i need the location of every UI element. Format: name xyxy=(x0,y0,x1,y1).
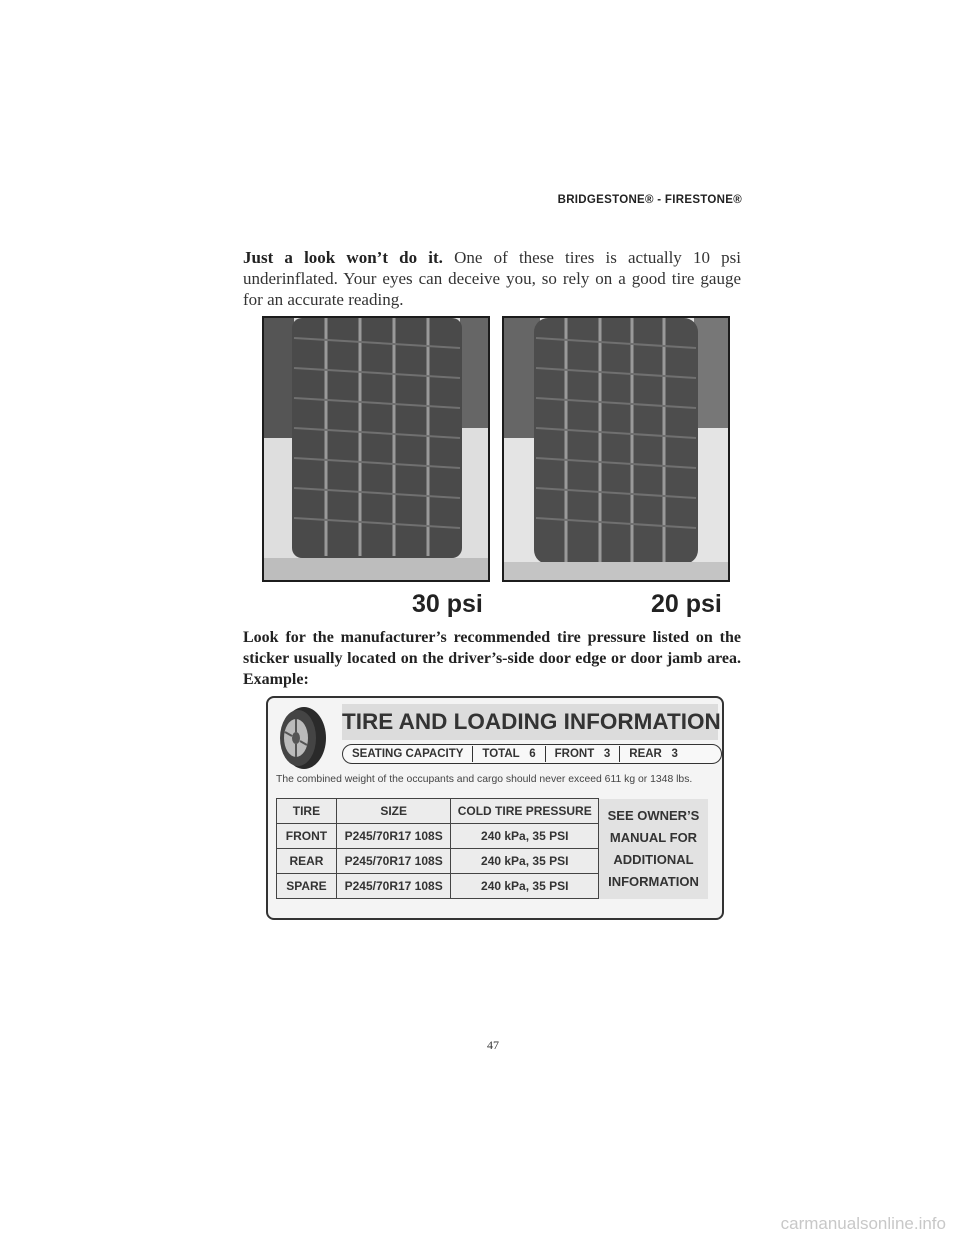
tire-position: SPARE xyxy=(277,874,337,899)
tire-pressure: 240 kPa, 35 PSI xyxy=(451,874,599,899)
column-header: COLD TIRE PRESSURE xyxy=(451,799,599,824)
seating-capacity-bar xyxy=(342,744,722,764)
tire-pressure-table xyxy=(276,798,708,899)
column-header: TIRE xyxy=(277,799,337,824)
capacity-rear: REAR 3 xyxy=(629,748,678,760)
tire-loading-placard xyxy=(266,696,724,920)
owners-manual-note: SEE OWNER’S MANUAL FOR ADDITIONAL INFORMATION xyxy=(598,799,708,899)
instructions-paragraph: Look for the manufacturer’s recommended tire pressure listed on the sticker usually located on the driver’s-side door edge or door jamb area. Example: xyxy=(243,629,741,688)
tire-size: P245/70R17 108S xyxy=(336,849,451,874)
capacity-front: FRONT 3 xyxy=(554,748,611,760)
tire-photo-20psi xyxy=(502,316,730,582)
tire-size: P245/70R17 108S xyxy=(336,874,451,899)
intro-paragraph xyxy=(243,247,741,310)
page-number: 47 xyxy=(487,1038,499,1052)
weight-limit-note: The combined weight of the occupants and cargo should never exceed 611 kg or 1348 lbs. xyxy=(276,774,693,785)
tire-position: FRONT xyxy=(277,824,337,849)
intro-text: One of these tires is actually 10 psi underinflated. Your eyes can deceive you, so rely on a good tire gauge for an accurate reading. xyxy=(243,248,741,309)
tire-icon xyxy=(274,704,328,772)
tire-pressure: 240 kPa, 35 PSI xyxy=(451,849,599,874)
column-header: SIZE xyxy=(336,799,451,824)
tire-pressure: 240 kPa, 35 PSI xyxy=(451,824,599,849)
tire-size: P245/70R17 108S xyxy=(336,824,451,849)
intro-lead: Just a look won’t do it. xyxy=(243,248,443,267)
tire-photo-30psi xyxy=(262,316,490,582)
section-header: BRIDGESTONE® - FIRESTONE® xyxy=(557,194,742,206)
seating-capacity-label: SEATING CAPACITY xyxy=(352,748,464,760)
capacity-total: TOTAL 6 xyxy=(482,748,536,760)
psi-label-right: 20 psi xyxy=(651,590,722,618)
tire-position: REAR xyxy=(277,849,337,874)
watermark: carmanualsonline.info xyxy=(780,1214,946,1233)
tire-comparison-photos xyxy=(262,314,742,618)
placard-title: TIRE AND LOADING INFORMATION xyxy=(342,704,718,740)
table-header-row xyxy=(277,799,709,824)
psi-label-left: 30 psi xyxy=(412,590,483,618)
